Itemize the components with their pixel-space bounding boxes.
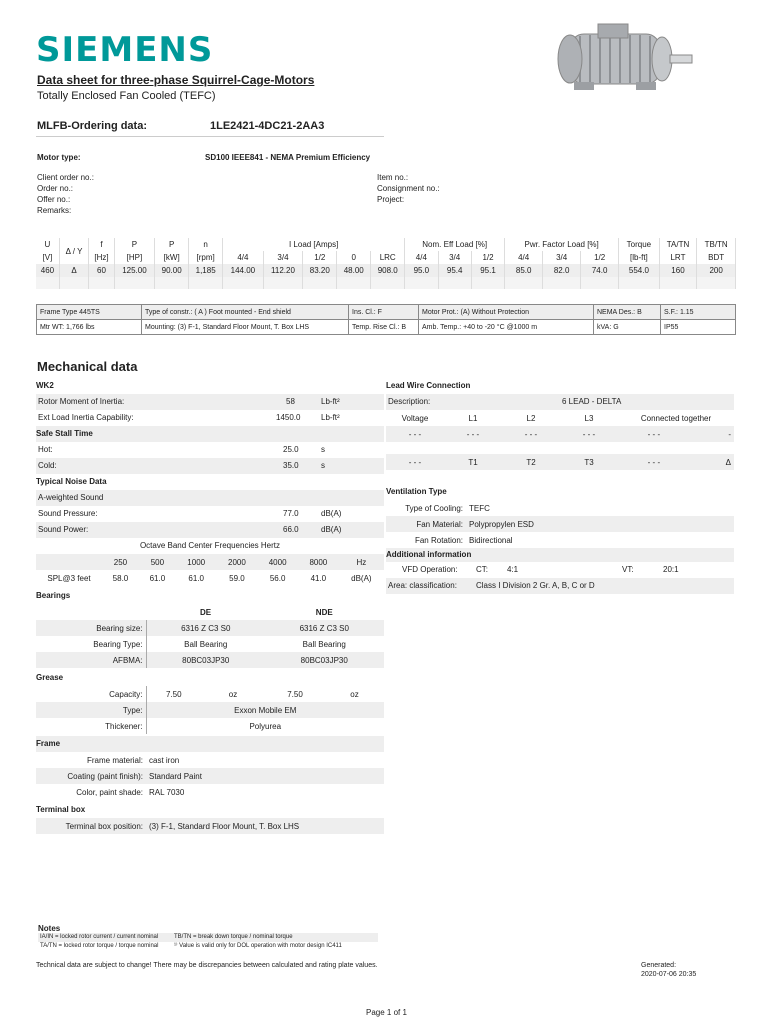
fan-material-label: Fan Material: xyxy=(386,516,466,532)
item-no: Item no.: xyxy=(377,173,409,182)
h-tata: TA/TN xyxy=(659,238,697,251)
area-label: Area: classification: xyxy=(388,581,457,590)
generated-date: 2020-07-06 20:35 xyxy=(641,971,697,978)
thickener-label: Thickener: xyxy=(36,718,146,734)
hot-value: 25.0 xyxy=(283,445,299,454)
grease-type-label: Type: xyxy=(36,702,146,718)
terminal-pos-label: Terminal box position: xyxy=(36,818,146,834)
v-e44: 95.0 xyxy=(405,264,438,277)
h-f-unit: [Hz] xyxy=(89,251,114,264)
grease-heading: Grease xyxy=(36,673,64,682)
document-title: Data sheet for three-phase Squirrel-Cage-Motors xyxy=(37,73,315,87)
freq-1: 500 xyxy=(139,554,176,570)
remarks: Remarks: xyxy=(37,206,72,215)
ratings-table xyxy=(36,238,736,289)
mechanical-heading: Mechanical data xyxy=(37,359,138,374)
v-bdt: 200 xyxy=(697,264,736,277)
frame-info-table xyxy=(36,304,736,335)
h-torque: Torque xyxy=(619,238,660,251)
v-e12: 95.1 xyxy=(471,264,504,277)
area-value: Class I Division 2 Gr. A, B, C or D xyxy=(476,581,595,590)
sub-e34: 3/4 xyxy=(438,251,471,264)
bearing-type-nde: Ball Bearing xyxy=(302,639,346,649)
sub-lrc: LRC xyxy=(371,251,405,264)
sub-e12: 1/2 xyxy=(471,251,504,264)
notes xyxy=(38,924,378,951)
sound-power-row xyxy=(36,522,384,538)
notes-heading: Notes xyxy=(38,924,61,933)
ext-label: Ext Load Inertia Capability: xyxy=(38,413,134,422)
fan-rotation-label: Fan Rotation: xyxy=(414,535,463,545)
constr-type: Type of constr.: ( A ) Foot mounted - End shield xyxy=(142,305,349,320)
spl-1: 61.0 xyxy=(149,573,166,583)
ext-unit: Lb-ft² xyxy=(321,413,340,422)
lw-connected: Connected together xyxy=(640,413,712,423)
h-php-unit: [HP] xyxy=(114,251,155,264)
h-eff: Nom. Eff Load [%] xyxy=(405,238,505,251)
spow-unit: dB(A) xyxy=(321,525,342,534)
freq-2: 1000 xyxy=(176,554,217,570)
additional-heading: Additional information xyxy=(386,548,734,562)
leadwire-desc-value: 6 LEAD - DELTA xyxy=(562,397,622,406)
frame-material-label: Frame material: xyxy=(86,755,143,765)
consignment-no: Consignment no.: xyxy=(377,184,440,193)
lw-r1-2: - - - xyxy=(502,426,560,442)
item-info xyxy=(377,172,440,205)
disclaimer: Technical data are subject to change! There may be discrepancies between calculated and rating plate values. xyxy=(36,962,378,969)
wk2-heading: WK2 xyxy=(36,381,54,390)
lw-r2-0: - - - xyxy=(386,454,444,470)
leadwire-heading: Lead Wire Connection xyxy=(386,381,471,390)
h-conn: Δ / Y xyxy=(59,238,88,264)
motor-weight: Mtr WT: 1,766 lbs xyxy=(37,320,142,335)
siemens-logo: SIEMENS xyxy=(36,30,214,70)
terminal-pos-value: (3) F-1, Standard Floor Mount, T. Box LHS xyxy=(146,818,384,834)
aweighted-label xyxy=(36,490,384,506)
cold-value: 35.0 xyxy=(283,461,299,470)
note-4: ¹⁾ Value is valid only for DOL operation with motor design IC411 xyxy=(174,943,342,949)
capacity-label: Capacity: xyxy=(36,686,146,702)
service-factor: S.F.: 1.15 xyxy=(661,305,736,320)
fan-material-value: Polypropylen ESD xyxy=(466,516,734,532)
rotor-label: Rotor Moment of Inertia: xyxy=(38,397,125,406)
sp-value: 77.0 xyxy=(283,509,299,518)
sub-p44: 4/4 xyxy=(505,251,543,264)
area-row xyxy=(386,578,734,594)
order-info xyxy=(37,172,94,216)
ext-inertia-row xyxy=(36,410,384,426)
lw-l1: L1 xyxy=(468,413,478,423)
notes-row-1 xyxy=(38,933,378,942)
h-pkw-unit: [kW] xyxy=(155,251,189,264)
sub-i34: 3/4 xyxy=(263,251,303,264)
octave-text: Octave Band Center Frequencies Hertz xyxy=(139,541,281,550)
lw-r2-1: T1 xyxy=(444,454,502,470)
lw-r2-4: - - - xyxy=(618,454,690,470)
stall-heading: Safe Stall Time xyxy=(36,426,384,442)
note-3: TA/TN = locked rotor torque / torque nominal xyxy=(40,943,159,949)
v-i44: 144.00 xyxy=(223,264,264,277)
ip-rating: IP55 xyxy=(661,320,736,335)
lw-r1-3: - - - xyxy=(560,426,618,442)
rotor-inertia-row xyxy=(36,394,384,410)
grease-table xyxy=(36,686,384,734)
bearing-size-nde: 6316 Z C3 S0 xyxy=(265,620,384,636)
h-pkw: P xyxy=(155,238,189,251)
mechanical-left-column xyxy=(36,378,384,834)
sub-i12: 1/2 xyxy=(303,251,337,264)
sub-p34: 3/4 xyxy=(543,251,581,264)
cold-unit: s xyxy=(321,461,325,470)
v-conn: Δ xyxy=(59,264,88,277)
h-pf: Pwr. Factor Load [%] xyxy=(505,238,619,251)
document-subtitle: Totally Enclosed Fan Cooled (TEFC) xyxy=(37,90,216,102)
sound-pressure-row xyxy=(36,506,384,522)
h-tbtn: TB/TN xyxy=(697,238,736,251)
bearings-table xyxy=(36,604,384,668)
spow-label: Sound Power: xyxy=(38,525,89,534)
h-torque-unit: [lb-ft] xyxy=(619,251,660,264)
sub-e44: 4/4 xyxy=(405,251,438,264)
ventilation-heading: Ventilation Type xyxy=(386,487,447,496)
vfd-row xyxy=(386,562,734,578)
freq-unit: Hz xyxy=(339,554,384,570)
sub-i44: 4/4 xyxy=(223,251,264,264)
h-lrt: LRT xyxy=(659,251,697,264)
hot-unit: s xyxy=(321,445,325,454)
h-php: P xyxy=(114,238,155,251)
v-pkw: 90.00 xyxy=(155,264,189,277)
sp-unit: dB(A) xyxy=(321,509,342,518)
v-lrt: 160 xyxy=(659,264,697,277)
lw-r1-1: - - - xyxy=(444,426,502,442)
temp-rise: Temp. Rise Cl.: B xyxy=(349,320,419,335)
vt-value: 20:1 xyxy=(663,565,679,574)
v-n: 1,185 xyxy=(189,264,223,277)
bearing-size-label: Bearing size: xyxy=(36,620,146,636)
afbma-label: AFBMA: xyxy=(36,652,146,668)
note-1: IA/IN = locked rotor current / current nominal xyxy=(40,934,159,940)
freq-3: 2000 xyxy=(217,554,258,570)
grease-type-value: Exxon Mobile EM xyxy=(146,702,384,718)
spl-label: SPL@3 feet xyxy=(47,573,91,583)
capacity-nde-unit: oz xyxy=(350,689,359,699)
motor-prot: Motor Prot.: (A) Without Protection xyxy=(419,305,594,320)
kva-code: kVA: G xyxy=(594,320,661,335)
sp-label: Sound Pressure: xyxy=(38,509,98,518)
ct-value: 4:1 xyxy=(507,565,519,574)
mounting: Mounting: (3) F-1, Standard Floor Mount, T. Box LHS xyxy=(142,320,349,335)
leadwire-table xyxy=(386,410,734,470)
coating-value: Standard Paint xyxy=(146,768,384,784)
lw-r1-5: - xyxy=(690,426,734,442)
h-n-unit: [rpm] xyxy=(189,251,223,264)
spl-unit: dB(A) xyxy=(351,573,372,583)
mlfb-label: MLFB-Ordering data: xyxy=(37,120,147,132)
v-p44: 85.0 xyxy=(505,264,543,277)
lw-l3: L3 xyxy=(584,413,594,423)
cooling-value: TEFC xyxy=(469,503,490,513)
frame-type: Frame Type 445TS xyxy=(37,305,142,320)
bearing-type-label: Bearing Type: xyxy=(36,636,146,652)
offer-no: Offer no.: xyxy=(37,195,71,204)
v-p34: 82.0 xyxy=(543,264,581,277)
motor-type-label: Motor type: xyxy=(37,153,81,162)
capacity-de: 7.50 xyxy=(165,689,182,699)
v-e34: 95.4 xyxy=(438,264,471,277)
v-p12: 74.0 xyxy=(581,264,619,277)
rotor-value: 58 xyxy=(286,397,295,406)
bearing-type-de: Ball Bearing xyxy=(184,639,228,649)
noise-heading: Typical Noise Data xyxy=(36,477,107,486)
afbma-de: 80BC03JP30 xyxy=(146,652,265,668)
project: Project: xyxy=(377,195,405,204)
hot-row xyxy=(36,442,384,458)
terminal-heading: Terminal box xyxy=(36,805,86,814)
frame-material-value: cast iron xyxy=(149,755,180,765)
divider xyxy=(36,136,384,137)
color-value: RAL 7030 xyxy=(149,787,185,797)
leadwire-desc-label: Description: xyxy=(388,397,431,406)
page-number: Page 1 of 1 xyxy=(366,1008,407,1017)
v-i12: 83.20 xyxy=(303,264,337,277)
leadwire-desc-row xyxy=(386,394,734,410)
v-torque: 554.0 xyxy=(619,264,660,277)
rotor-unit: Lb-ft² xyxy=(321,397,340,406)
h-bdt: BDT xyxy=(697,251,736,264)
generated-label: Generated: xyxy=(641,962,677,969)
spl-0: 58.0 xyxy=(112,573,129,583)
lw-r2-2: T2 xyxy=(502,454,560,470)
lw-r2-5: Δ xyxy=(690,454,734,470)
cold-row xyxy=(36,458,384,474)
ins-class: Ins. Cl.: F xyxy=(349,305,419,320)
vt-label: VT: xyxy=(622,565,634,574)
v-i34: 112.20 xyxy=(263,264,303,277)
client-order: Client order no.: xyxy=(37,173,94,182)
bearing-size-de: 6316 Z C3 S0 xyxy=(146,620,265,636)
notes-row-2 xyxy=(38,942,378,951)
frame-heading: Frame xyxy=(36,736,384,752)
ext-value: 1450.0 xyxy=(276,413,301,422)
ventilation-table xyxy=(386,500,734,548)
coating-label: Coating (paint finish): xyxy=(36,768,146,784)
h-n: n xyxy=(189,238,223,251)
cooling-label: Type of Cooling: xyxy=(405,503,463,513)
spow-value: 66.0 xyxy=(283,525,299,534)
v-php: 125.00 xyxy=(114,264,155,277)
motor-image xyxy=(540,20,700,96)
freq-4: 4000 xyxy=(257,554,298,570)
lw-r1-0: - - - xyxy=(386,426,444,442)
freq-5: 8000 xyxy=(298,554,339,570)
spl-2: 61.0 xyxy=(188,573,204,583)
h-u: U xyxy=(36,238,59,251)
note-2: TB/TN = break down torque / nominal torque xyxy=(174,934,293,940)
h-iload: I Load [Amps] xyxy=(223,238,405,251)
ratings-value-row xyxy=(36,264,736,277)
nema-des: NEMA Des.: B xyxy=(594,305,661,320)
de-header: DE xyxy=(199,607,212,617)
spl-5: 41.0 xyxy=(310,573,327,583)
mechanical-right-column xyxy=(386,378,734,594)
sub-p12: 1/2 xyxy=(581,251,619,264)
nde-header: NDE xyxy=(315,607,333,617)
thickener-value: Polyurea xyxy=(249,721,282,731)
v-i0: 48.00 xyxy=(337,264,371,277)
terminal-table xyxy=(36,818,384,834)
freq-0: 250 xyxy=(102,554,139,570)
cold-label: Cold: xyxy=(38,461,57,470)
spl-3: 59.0 xyxy=(229,573,245,583)
h-f: f xyxy=(89,238,114,251)
lw-r1-4: - - - xyxy=(618,426,690,442)
color-label: Color, paint shade: xyxy=(76,787,143,797)
ct-label: CT: xyxy=(476,565,488,574)
v-u: 460 xyxy=(36,264,59,277)
aweighted-text: A-weighted Sound xyxy=(38,493,104,502)
amb-temp: Amb. Temp.: +40 to -20 °C @1000 m xyxy=(419,320,594,335)
octave-table xyxy=(36,554,384,586)
motor-type-value: SD100 IEEE841 - NEMA Premium Efficiency xyxy=(205,153,371,162)
lw-r2-3: T3 xyxy=(560,454,618,470)
hot-label: Hot: xyxy=(38,445,53,454)
fan-rotation-value: Bidirectional xyxy=(469,535,513,545)
order-no: Order no.: xyxy=(37,184,74,193)
capacity-nde: 7.50 xyxy=(287,689,303,699)
afbma-nde: 80BC03JP30 xyxy=(265,652,384,668)
lw-l2: L2 xyxy=(526,413,536,423)
spl-4: 56.0 xyxy=(269,573,286,583)
h-u-unit: [V] xyxy=(36,251,59,264)
v-f: 60 xyxy=(89,264,114,277)
mlfb-value: 1LE2421-4DC21-2AA3 xyxy=(210,120,325,132)
vfd-label: VFD Operation: xyxy=(402,565,458,574)
octave-heading xyxy=(36,538,384,554)
capacity-de-unit: oz xyxy=(228,689,238,699)
sub-i0: 0 xyxy=(337,251,371,264)
frame-table xyxy=(36,752,384,800)
lw-voltage: Voltage xyxy=(401,413,429,423)
bearings-heading: Bearings xyxy=(36,591,71,600)
v-lrc: 908.0 xyxy=(371,264,405,277)
ratings-empty-row xyxy=(36,277,736,289)
